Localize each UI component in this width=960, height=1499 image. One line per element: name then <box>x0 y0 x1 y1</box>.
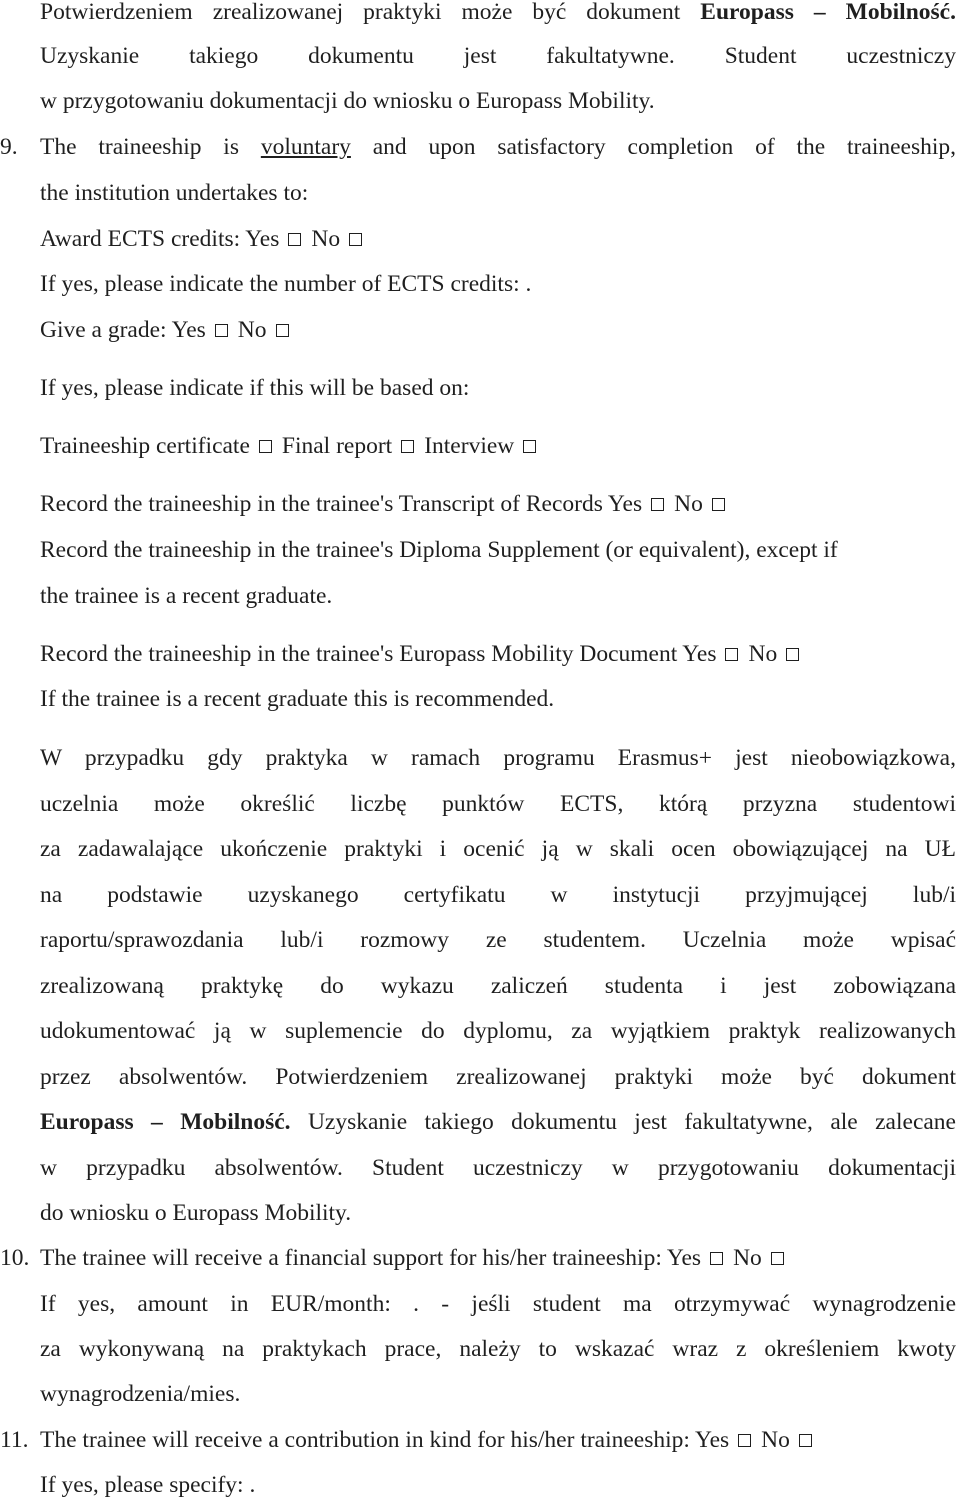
diploma-line-2: the trainee is a recent graduate. <box>40 583 333 609</box>
transcript-no-label: No <box>674 491 703 517</box>
contribution-yes-label: Yes <box>694 1427 730 1453</box>
europass-bold: Europass – Mobilność. <box>700 0 956 25</box>
award-ects-no-checkbox[interactable] <box>349 233 362 246</box>
polish-line-1: W przypadku gdy praktyka w ramach programu Erasmus+ jest nieobowiązkowa, <box>40 745 956 771</box>
item-11-line-1 <box>40 1426 956 1454</box>
europass-label: Record the traineeship in the trainee's Europass Mobility Document <box>40 641 678 667</box>
award-ects-yes-checkbox[interactable] <box>288 233 301 246</box>
contribution-in-kind-label: The trainee will receive a contribution in kind for his/her traineeship: <box>40 1427 690 1453</box>
item-10-line-4: wynagrodzenia/mies. <box>40 1381 241 1407</box>
item-9-text-a: The traineeship is <box>40 134 239 160</box>
contribution-yes-checkbox[interactable] <box>738 1434 751 1447</box>
give-grade-label: Give a grade: <box>40 317 167 343</box>
polish-line-10: w przypadku absolwentów. Student uczestniczy w przygotowaniu dokumentacji <box>40 1155 956 1181</box>
certificate-checkbox[interactable] <box>259 440 272 453</box>
polish-line-3: za zadawalające ukończenie praktyki i ocenić ją w skali ocen obowiązującej na UŁ <box>40 836 956 862</box>
polish-line-6: zrealizowaną praktykę do wykazu zaliczeń studenta i jest zobowiązana <box>40 973 956 999</box>
interview-checkbox[interactable] <box>523 440 536 453</box>
transcript-row <box>40 490 956 518</box>
transcript-yes-checkbox[interactable] <box>651 498 664 511</box>
financial-no-label: No <box>733 1245 762 1271</box>
polish-line-8: przez absolwentów. Potwierdzeniem zrealizowanej praktyki może być dokument <box>40 1064 956 1090</box>
item-9-text-b: and upon satisfactory completion of the traineeship, <box>372 134 957 160</box>
give-grade-no-checkbox[interactable] <box>276 324 289 337</box>
contribution-no-checkbox[interactable] <box>799 1434 812 1447</box>
transcript-yes-label: Yes <box>607 491 643 517</box>
award-ects-no-label: No <box>311 226 341 252</box>
financial-no-checkbox[interactable] <box>771 1252 784 1265</box>
item-11-number: 11. <box>0 1427 29 1453</box>
transcript-no-checkbox[interactable] <box>712 498 725 511</box>
contribution-no-label: No <box>761 1427 790 1453</box>
polish-line-4: na podstawie uzyskanego certyfikatu w instytucji przyjmującej lub/i <box>40 882 956 908</box>
give-grade-row <box>40 316 956 344</box>
give-grade-no-label: No <box>237 317 267 343</box>
basis-options-row <box>40 432 956 460</box>
polish-line-11: do wniosku o Europass Mobility. <box>40 1200 352 1226</box>
polish-line-7: udokumentować ją w suplemencie do dyplomu, za wyjątkiem praktyk realizowanych <box>40 1018 956 1044</box>
final-report-label: Final report <box>281 433 393 459</box>
polish-line-9 <box>40 1108 956 1136</box>
intro-line-1 <box>40 0 956 26</box>
based-on-line: If yes, please indicate if this will be based on: <box>40 375 470 401</box>
item-10-line-3: za wykonywaną na praktykach prace, należy to wskazać wraz z określeniem kwoty <box>40 1336 956 1362</box>
financial-support-label: The trainee will receive a financial support for his/her traineeship: <box>40 1245 662 1271</box>
intro-line-3: w przygotowaniu dokumentacji do wniosku o Europass Mobility. <box>40 88 655 114</box>
item-10-line-2: If yes, amount in EUR/month: . - jeśli student ma otrzymywać wynagrodzenie <box>40 1291 956 1317</box>
certificate-label: Traineeship certificate <box>40 433 250 459</box>
europass-row <box>40 640 956 668</box>
intro-text: Potwierdzeniem zrealizowanej praktyki może być dokument <box>40 0 681 25</box>
item-9-line-2: the institution undertakes to: <box>40 180 309 206</box>
polish-line-5: raportu/sprawozdania lub/i rozmowy ze studentem. Uczelnia może wpisać <box>40 927 956 953</box>
item-10-number: 10. <box>0 1245 30 1271</box>
award-ects-label: Award ECTS credits: <box>40 226 241 252</box>
europass-yes-checkbox[interactable] <box>725 648 738 661</box>
europass-yes-label: Yes <box>682 641 717 667</box>
item-9-line-1 <box>40 133 956 161</box>
europass-no-checkbox[interactable] <box>786 648 799 661</box>
item-11-line-2: If yes, please specify: . <box>40 1472 256 1498</box>
item-9-number: 9. <box>0 134 18 160</box>
polish-line-9-text: Uzyskanie takiego dokumentu jest fakultatywne, ale zalecane <box>307 1109 956 1135</box>
give-grade-yes-label: Yes <box>171 317 206 343</box>
ects-number-line: If yes, please indicate the number of ECTS credits: . <box>40 271 532 297</box>
award-ects-yes-label: Yes <box>245 226 280 252</box>
diploma-line-1: Record the traineeship in the trainee's Diploma Supplement (or equivalent), except if <box>40 537 838 563</box>
interview-label: Interview <box>424 433 515 459</box>
item-10-line-1 <box>40 1244 956 1272</box>
award-ects-row <box>40 225 956 253</box>
europass-mobilnosc-bold: Europass – Mobilność. <box>40 1109 291 1135</box>
financial-yes-label: Yes <box>666 1245 702 1271</box>
europass-no-label: No <box>748 641 778 667</box>
polish-line-2: uczelnia może określić liczbę punktów ECTS, którą przyzna studentowi <box>40 791 956 817</box>
final-report-checkbox[interactable] <box>401 440 414 453</box>
voluntary-underlined: voluntary <box>260 134 351 160</box>
transcript-label: Record the traineeship in the trainee's Transcript of Records <box>40 491 603 517</box>
recommended-line: If the trainee is a recent graduate this is recommended. <box>40 686 555 712</box>
give-grade-yes-checkbox[interactable] <box>215 324 228 337</box>
financial-yes-checkbox[interactable] <box>710 1252 723 1265</box>
intro-line-2: Uzyskanie takiego dokumentu jest fakultatywne. Student uczestniczy <box>40 43 956 69</box>
